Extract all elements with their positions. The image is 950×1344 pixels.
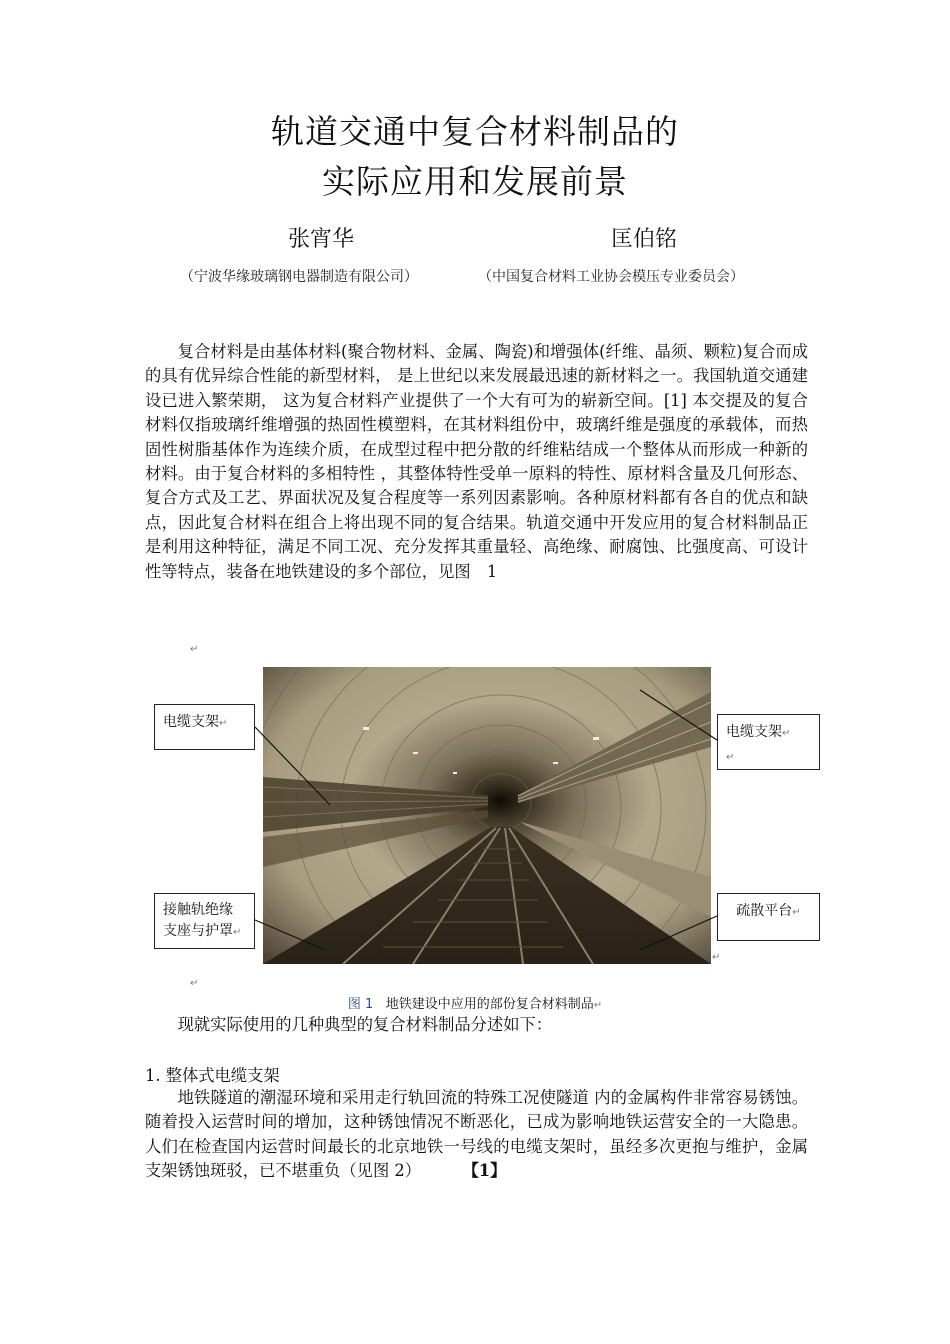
paragraph-mark: ↵ [190, 644, 199, 655]
callout-label: 电缆支架 [163, 714, 219, 730]
paragraph-mark: ↵ [593, 1000, 603, 1011]
paragraph-mark: ↵ [233, 927, 242, 938]
reference-marker: 【1】 [462, 1161, 507, 1181]
paragraph-mark: ↵ [726, 752, 735, 763]
section-1-heading: 1. 整体式电缆支架 [145, 1066, 280, 1085]
author-2-affiliation: （中国复合材料工业协会模压专业委员会） [478, 269, 744, 285]
section-1-paragraph-text: 地铁隧道的潮湿环境和采用走行轨回流的特殊工况使隧道 内的金属构件非常容易锈蚀。随着投入运营时间的增加，这种锈蚀情况不断恶化，已成为影响地铁运营安全的一大隐患。人们在检查国内运营时间最长的北京地铁一号线的电缆支架时，虽经多次更抱与维护，金属支架锈蚀斑驳，已不堪重负（见图 2） [145, 1088, 808, 1181]
callout-label: 疏散平台 [736, 903, 793, 919]
paragraph-mark: ↵ [782, 728, 791, 739]
figure-caption [0, 993, 950, 1012]
paragraph-mark: ↵ [712, 952, 721, 963]
paragraph-mark: ↵ [792, 907, 801, 918]
paragraph-mark: ↵ [190, 978, 199, 989]
intro-paragraph-text: 复合材料是由基体材料(聚合物材料、金属、陶瓷)和增强体(纤维、晶须、颗粒)复合而成的具有优异综合性能的新型材料， 是上世纪以来发展最迅速的新材料之一。我国轨道交通建设已进入繁荣期， 这为复合材料产业提供了一个大有可为的崭新空间。[1] 本交提及的复合材料仅指玻璃纤维增强的热固性模塑料，在其材料组份中，玻璃纤维是强度的承载体，而热固性树脂基体作为连续介质，在成型过程中把分散的纤维粘结成一个整体从而形成一种新的材料。由于复合材料的多相特性 ，其整体特性受单一原料的特性、原材料含量及几何形态、复合方式及工艺、界面状况及复合程度等一系列因素影响。各种原材料都有各自的优点和缺点，因此复合材料在组合上将出现不同的复合结果。轨道交通中开发应用的复合材料制品正是利用这种特征，满足不同工况、充分发挥其重量轻、高绝缘、耐腐蚀、比强度高、可设计性等特点，装备在地铁建设的多个部位，见图 1 [145, 342, 808, 581]
callout-label: 电缆支架 [726, 724, 782, 740]
author-1-affiliation: （宁波华缘玻璃钢电器制造有限公司） [180, 269, 418, 285]
figure-caption-number: 图 1 [347, 997, 374, 1012]
figure-caption-text: 地铁建设中应用的部份复合材料制品 [385, 997, 594, 1012]
transition-paragraph [145, 1013, 808, 1037]
callout-label: 接触轨绝缘支座与护罩 [163, 902, 233, 939]
author-1-name: 张宵华 [288, 227, 355, 252]
author-2-name: 匡伯铭 [611, 227, 678, 252]
paragraph-mark: ↵ [219, 718, 228, 729]
paper-title-line-2: 实际应用和发展前景 [322, 162, 628, 201]
transition-paragraph-text: 现就实际使用的几种典型的复合材料制品分述如下： [177, 1015, 553, 1034]
paper-title-line-1: 轨道交通中复合材料制品的 [271, 112, 679, 151]
section-1-paragraph [145, 1086, 808, 1184]
